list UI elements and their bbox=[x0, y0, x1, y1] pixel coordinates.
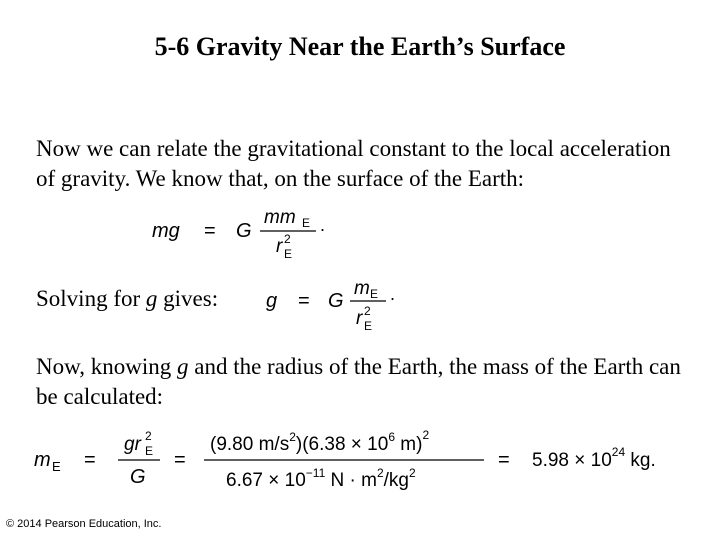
eq2-lhs: g bbox=[266, 290, 278, 312]
para3-var: g bbox=[176, 354, 189, 379]
para2-pre: Solving for bbox=[36, 286, 146, 311]
eq3-f2-den-sup1: −11 bbox=[305, 466, 326, 480]
eq3-f2-den-b: N · m bbox=[325, 470, 377, 491]
eq1-lhs: mg bbox=[152, 220, 180, 242]
eq3-f2-num bbox=[210, 428, 429, 455]
eq3-result-b: kg. bbox=[625, 450, 656, 471]
copyright-notice: © 2014 Pearson Education, Inc. bbox=[6, 518, 162, 530]
eq3-f2-den bbox=[226, 466, 416, 491]
eq2-den-sup: 2 bbox=[364, 304, 371, 318]
eq1-G: G bbox=[236, 220, 252, 242]
eq1-den-sub: E bbox=[284, 247, 293, 261]
eq3-equals-1: = bbox=[84, 449, 96, 471]
eq2-num-sub: E bbox=[370, 287, 379, 301]
eq2-den-sub: E bbox=[364, 319, 373, 333]
eq2-equals: = bbox=[298, 290, 310, 312]
eq3-f2-num-sup3: 2 bbox=[422, 428, 430, 442]
eq2-G: G bbox=[328, 290, 344, 312]
equation-surface-gravity bbox=[152, 200, 342, 270]
equation-earth-mass bbox=[32, 420, 702, 500]
eq3-f2-num-b: )(6.38 × 10 bbox=[295, 434, 389, 455]
para3-pre: Now, knowing bbox=[36, 354, 177, 379]
para2-post: gives: bbox=[157, 286, 219, 311]
para2-var: g bbox=[145, 286, 158, 311]
eq3-result bbox=[532, 445, 656, 471]
eq1-den-sup: 2 bbox=[284, 232, 291, 246]
eq3-f2-num-c: m) bbox=[395, 434, 423, 455]
eq1-num: mm bbox=[264, 207, 296, 228]
eq2-den: r bbox=[356, 308, 363, 329]
para3-post: and the radius of the Earth, the mass of the Earth can be calculated: bbox=[36, 354, 681, 409]
eq1-period: . bbox=[320, 215, 326, 235]
paragraph-intro: Now we can relate the gravitational constant to the local acceleration of gravity. We know that, on the surface of the Earth: bbox=[36, 136, 671, 191]
eq3-lhs: m bbox=[34, 449, 51, 471]
eq3-f1-den: G bbox=[130, 466, 146, 488]
eq3-f2-num-sup2: 6 bbox=[388, 430, 395, 444]
eq3-f1-num-sub: E bbox=[145, 444, 154, 458]
eq3-f2-num-sup1: 2 bbox=[289, 430, 296, 444]
eq1-den: r bbox=[276, 236, 283, 257]
eq2-period: . bbox=[390, 284, 396, 304]
eq2-num: m bbox=[354, 278, 370, 299]
eq3-f2-den-sup2: 2 bbox=[376, 466, 384, 480]
eq3-equals-2: = bbox=[174, 449, 186, 471]
eq3-f1-num: gr bbox=[124, 434, 141, 455]
equation-g bbox=[264, 274, 404, 338]
eq1-num-sub: E bbox=[302, 216, 311, 230]
eq3-lhs-sub: E bbox=[52, 459, 61, 474]
eq1-equals: = bbox=[204, 220, 216, 242]
eq3-f2-den-sup3: 2 bbox=[409, 466, 416, 480]
eq3-f2-num-a: (9.80 m/s bbox=[210, 434, 290, 455]
slide-title: 5-6 Gravity Near the Earth’s Surface bbox=[154, 32, 566, 61]
eq3-f2-den-a: 6.67 × 10 bbox=[226, 470, 306, 491]
eq3-f2-den-c: /kg bbox=[383, 470, 410, 491]
eq3-result-sup: 24 bbox=[611, 445, 626, 459]
eq3-result-a: 5.98 × 10 bbox=[532, 450, 612, 471]
eq3-equals-3: = bbox=[498, 449, 510, 471]
paragraph-earth-mass bbox=[36, 352, 686, 412]
eq3-f1-num-sup: 2 bbox=[145, 429, 152, 443]
